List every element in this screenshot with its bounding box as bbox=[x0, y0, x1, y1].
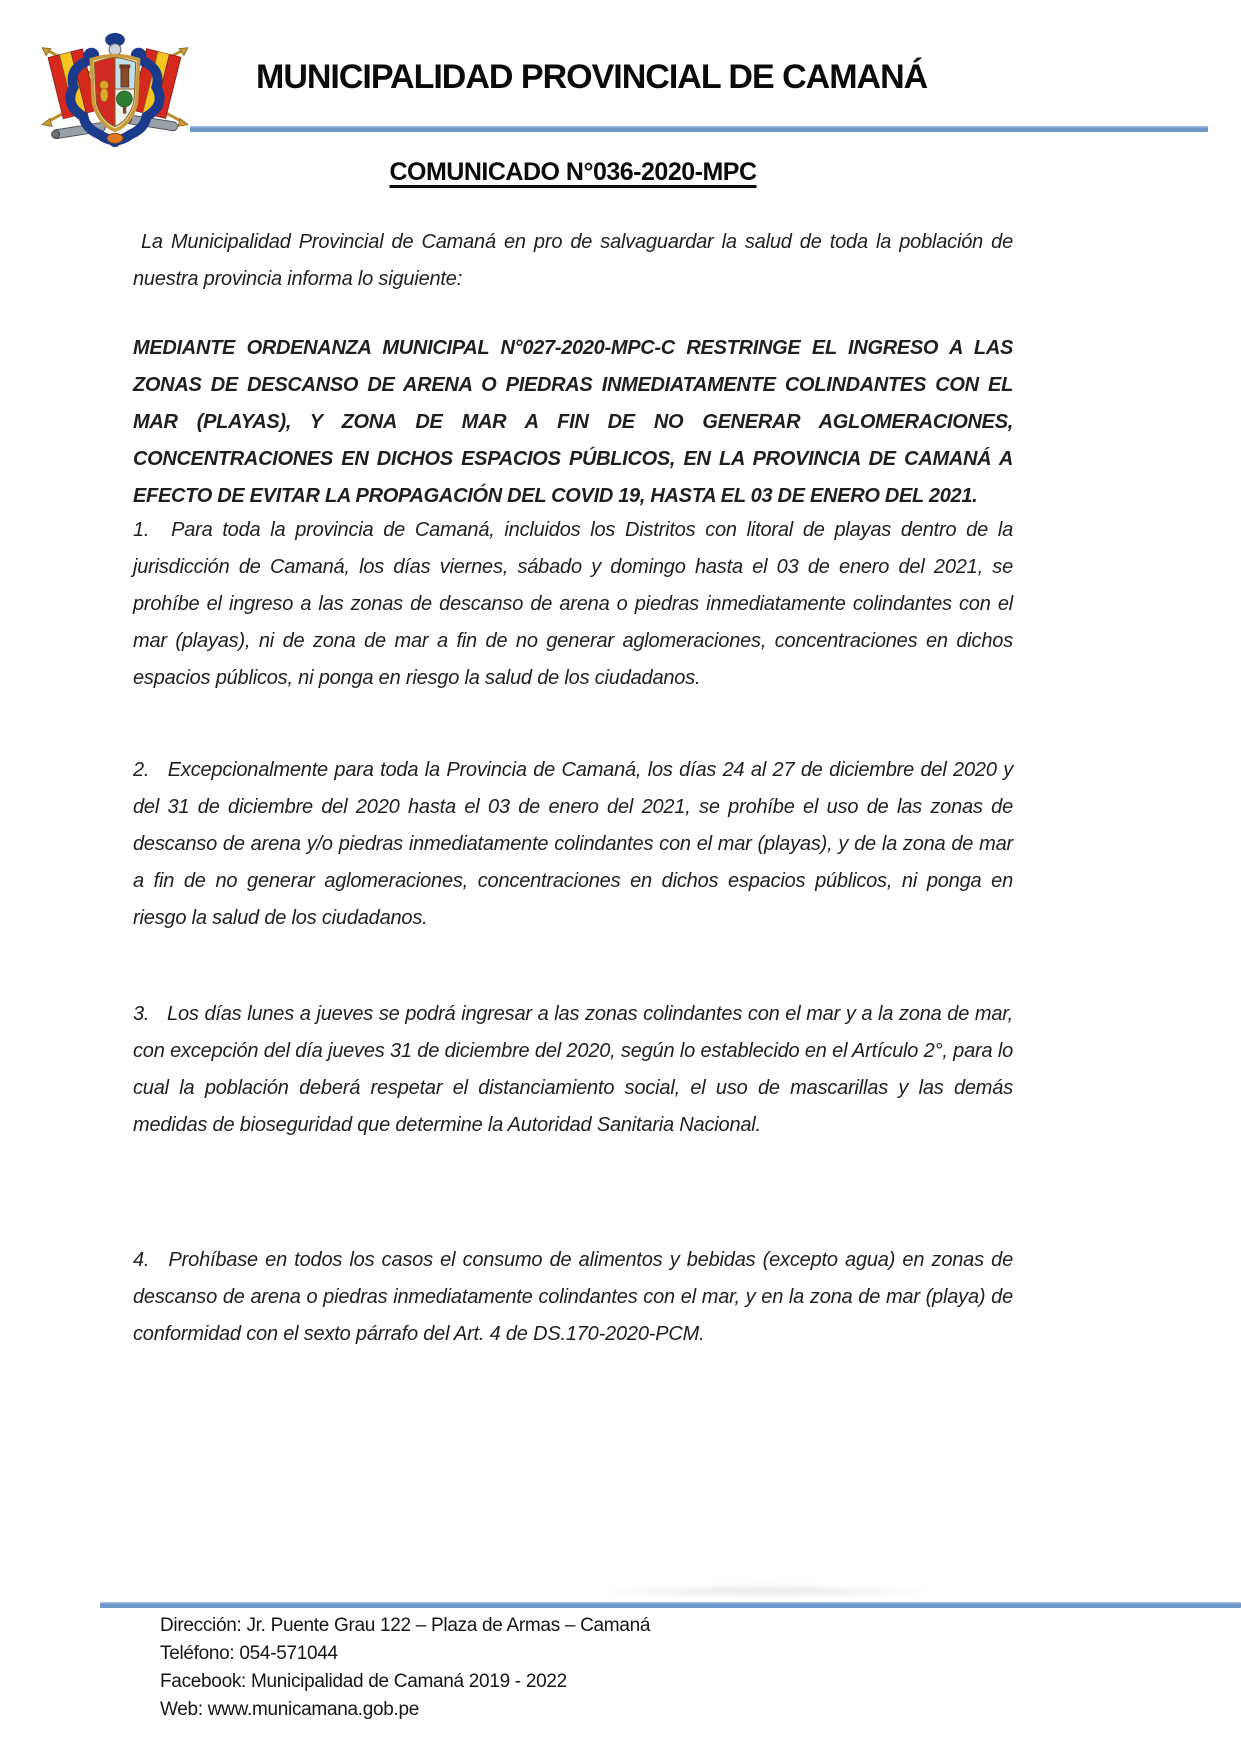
numbered-item-4 bbox=[133, 1242, 1013, 1353]
item-text: Los días lunes a jueves se podrá ingresar a las zonas colindantes con el mar y a la zona de mar, con excepción del día jueves 31 de diciembre del 2020, según lo establecido en el Artículo 2°, para lo cual la población deberá respetar el distanciamiento social, el uso de mascarillas y las demás medidas de bioseguridad que determine la Autoridad Sanitaria Nacional. bbox=[133, 1003, 1013, 1136]
scan-artifact bbox=[595, 1584, 935, 1598]
numbered-item-1 bbox=[133, 512, 1013, 697]
numbered-item-2 bbox=[133, 752, 1013, 937]
footer bbox=[160, 1612, 650, 1724]
page-title: MUNICIPALIDAD PROVINCIAL DE CAMANÁ bbox=[256, 58, 928, 96]
item-text: Prohíbase en todos los casos el consumo de alimentos y bebidas (excepto agua) en zonas de descanso de arena o piedras inmediatamente colindantes con el mar, y en la zona de mar (playa) de conformidad con el sexto párrafo del Art. 4 de DS.170-2020-PCM. bbox=[133, 1249, 1013, 1345]
item-number: 4. bbox=[133, 1249, 150, 1271]
footer-divider bbox=[100, 1602, 1241, 1608]
comunicado-heading-text: COMUNICADO N°036-2020-MPC bbox=[389, 158, 757, 186]
intro-paragraph: La Municipalidad Provincial de Camaná en pro de salvaguardar la salud de toda la población de nuestra provincia informa lo siguiente: bbox=[133, 231, 1013, 290]
footer-address: Dirección: Jr. Puente Grau 122 – Plaza de Armas – Camaná bbox=[160, 1615, 651, 1636]
footer-facebook: Facebook: Municipalidad de Camaná 2019 - 2022 bbox=[160, 1671, 567, 1692]
item-number: 1. bbox=[133, 519, 150, 541]
footer-web: Web: www.municamana.gob.pe bbox=[160, 1699, 420, 1720]
numbered-item-3 bbox=[133, 996, 1013, 1144]
ordinance-paragraph: MEDIANTE ORDENANZA MUNICIPAL N°027-2020-MPC-C RESTRINGE EL INGRESO A LAS ZONAS DE DESCANSO DE ARENA O PIEDRAS INMEDIATAMENTE COLINDANTES CON EL MAR (PLAYAS), Y ZONA DE MAR A FIN DE NO GENERAR AGLOMERACIONES, CONCENTRACIONES EN DICHOS ESPACIOS PÚBLICOS, EN LA PROVINCIA DE CAMANÁ A EFECTO DE EVITAR LA PROPAGACIÓN DEL COVID 19, HASTA EL 03 DE ENERO DEL 2021. bbox=[133, 337, 1013, 507]
comunicado-heading bbox=[133, 158, 1013, 187]
item-text: Excepcionalmente para toda la Provincia de Camaná, los días 24 al 27 de diciembre del 2020 y del 31 de diciembre del 2020 hasta el 03 de enero del 2021, se prohíbe el uso de las zonas de descanso de arena y/o piedras inmediatamente colindantes con el mar (playas), y de la zona de mar a fin de no generar aglomeraciones, concentraciones en dichos espacios públicos, ni ponga en riesgo la salud de los ciudadanos. bbox=[133, 759, 1014, 929]
municipal-coat-of-arms-icon bbox=[36, 28, 194, 156]
footer-phone: Teléfono: 054-571044 bbox=[160, 1643, 338, 1664]
item-number: 2. bbox=[133, 759, 150, 781]
header-divider bbox=[190, 126, 1208, 132]
item-text: Para toda la provincia de Camaná, incluidos los Distritos con litoral de playas dentro de la jurisdicción de Camaná, los días viernes, sábado y domingo hasta el 03 de enero del 2021, se prohíbe el ingreso a las zonas de descanso de arena o piedras inmediatamente colindantes con el mar (playas), ni de zona de mar a fin de no generar aglomeraciones, concentraciones en dichos espacios públicos, ni ponga en riesgo la salud de los ciudadanos. bbox=[133, 519, 1013, 689]
item-number: 3. bbox=[133, 1003, 150, 1025]
